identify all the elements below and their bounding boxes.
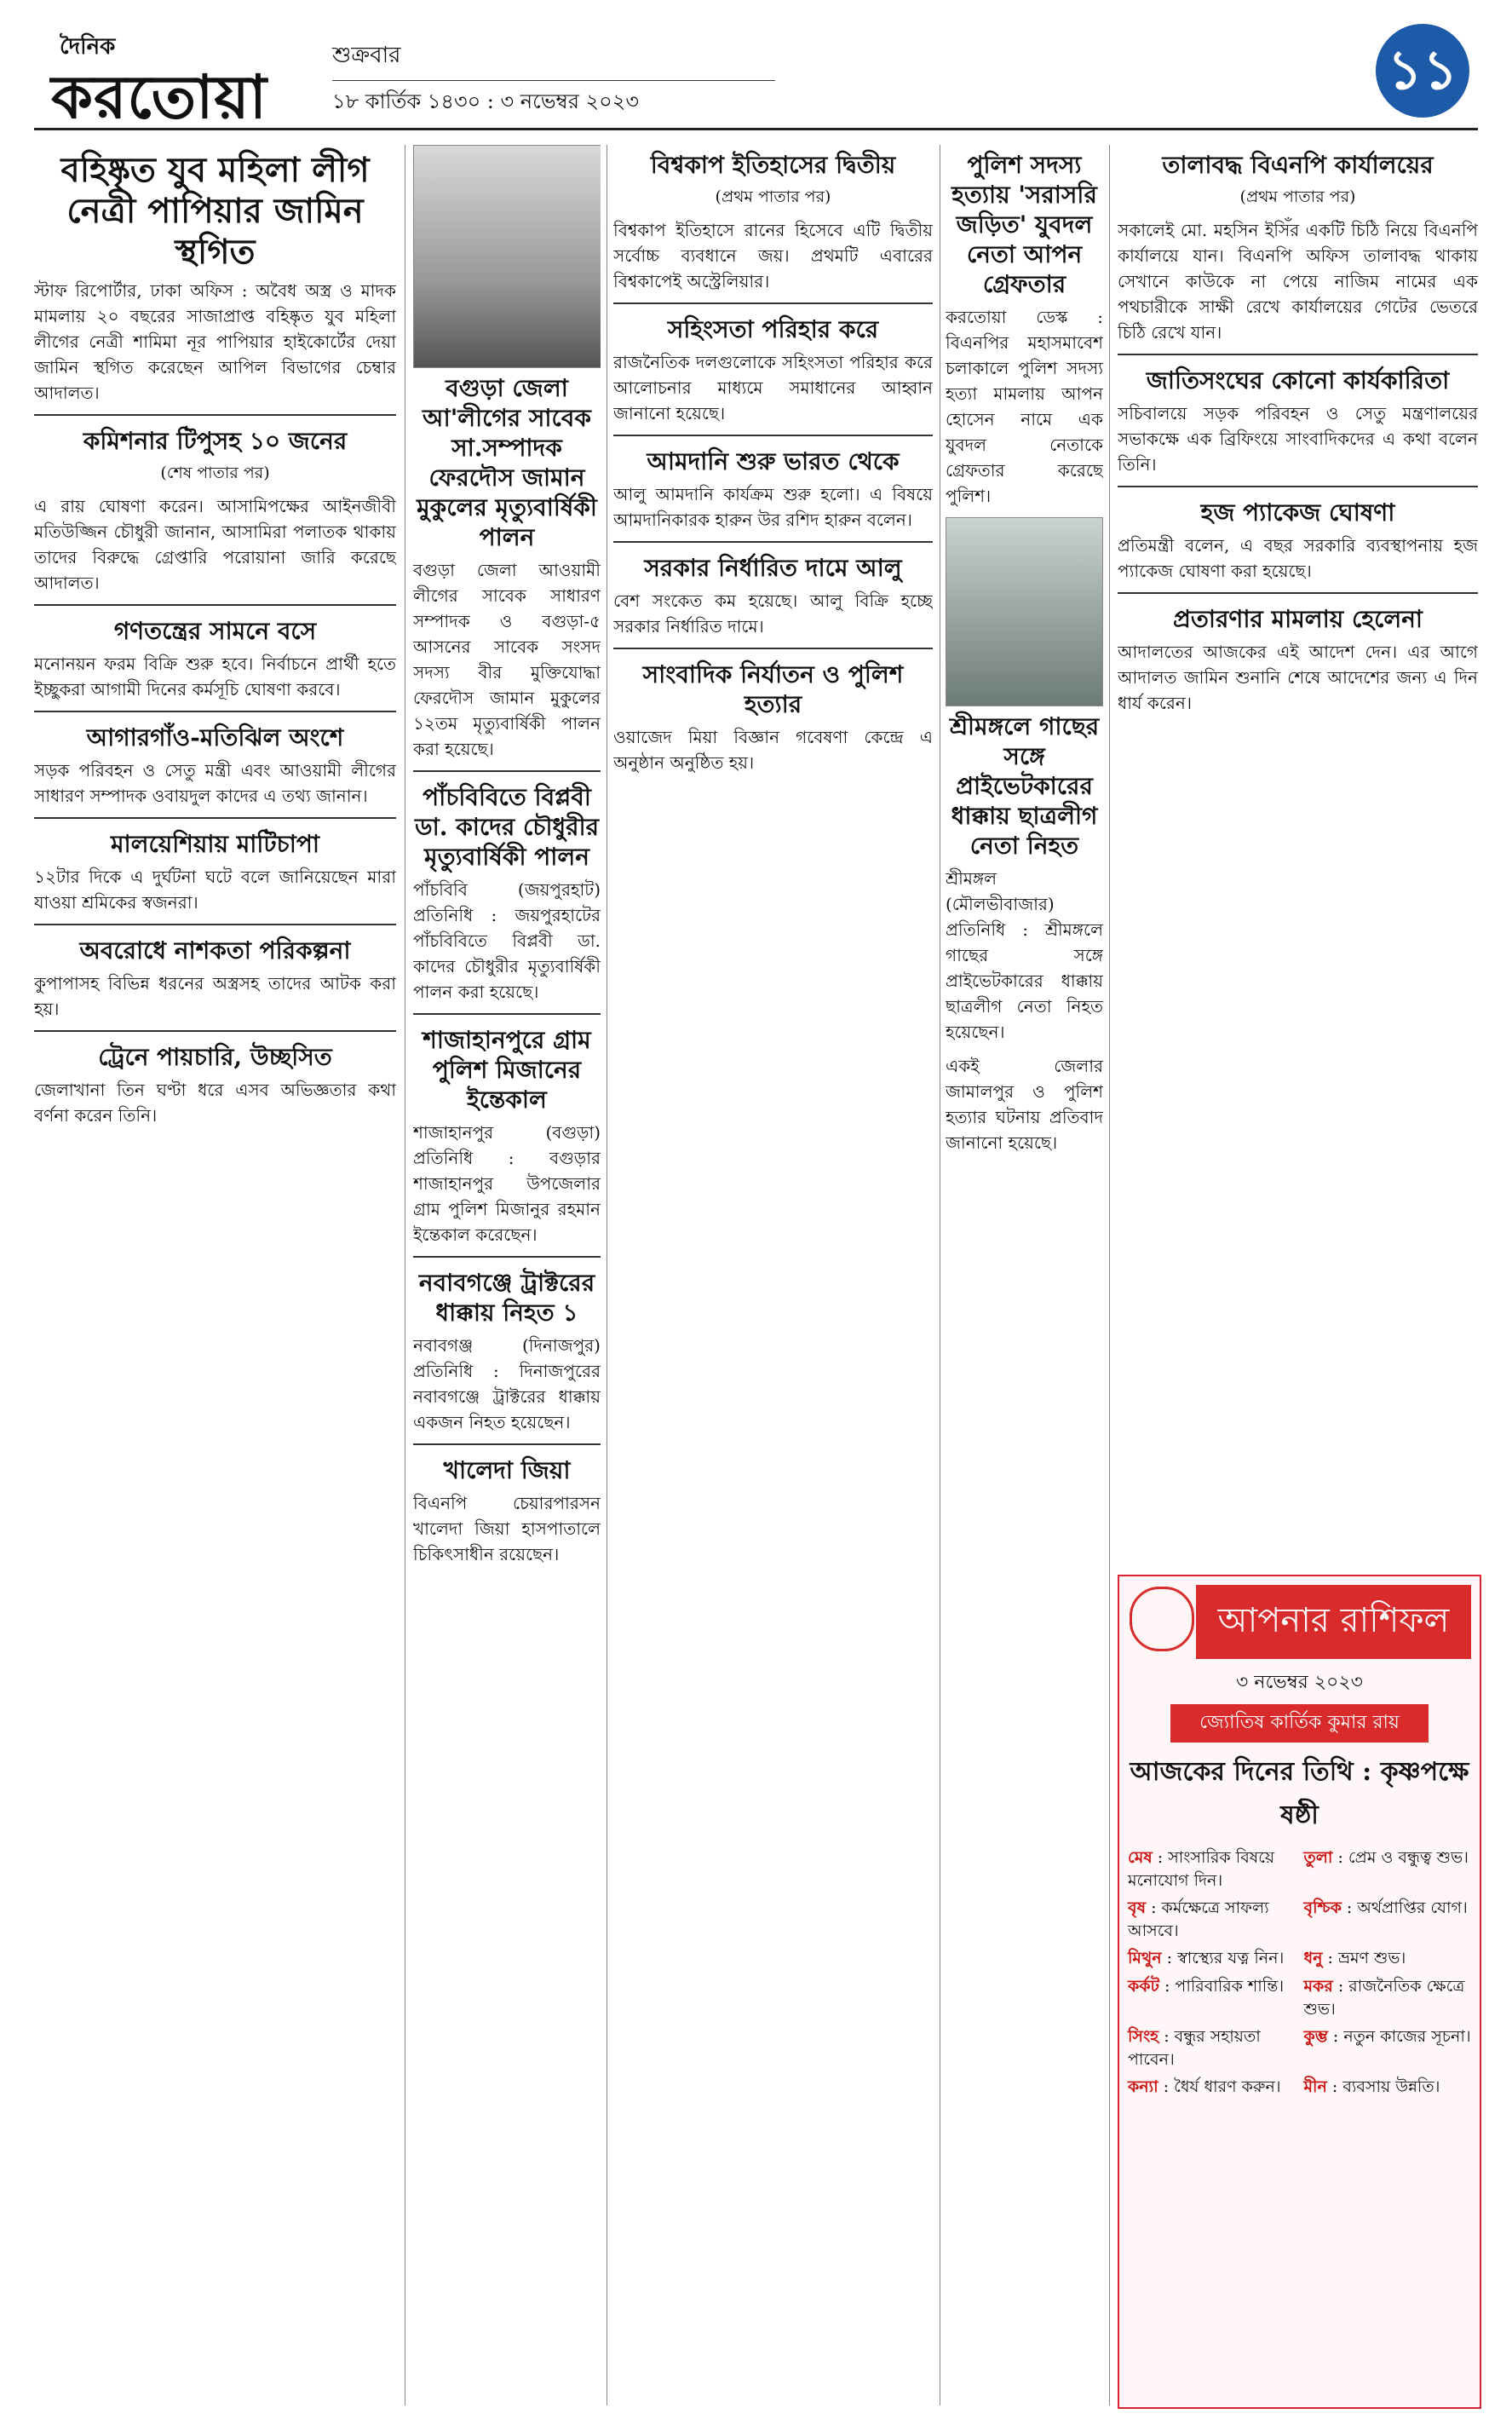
news-photo	[946, 517, 1103, 706]
article	[34, 817, 396, 915]
headline: শাজাহানপুরে গ্রাম পুলিশ মিজানের ইন্তেকাল	[423, 1026, 591, 1114]
zodiac-sign-name: মীন	[1303, 2077, 1327, 2097]
article-body: বিশ্বকাপ ইতিহাসে রানের হিসেবে এটি দ্বিতীয় সর্বোচ্চ ব্যবধানে জয়। প্রথমটি এবারের বিশ্বকাপেই অস্ট্রেলিয়ার।	[613, 220, 933, 291]
article	[413, 770, 601, 1005]
column-rule	[1109, 145, 1110, 2405]
article-body: প্রতিমন্ত্রী বলেন, এ বছর সরকারি ব্যবস্থাপনায় হজ প্যাকেজ ঘোষণা করা হয়েছে।	[1118, 535, 1478, 581]
zodiac-sign-name: মকর	[1303, 1976, 1333, 1996]
column-2	[413, 145, 601, 2405]
zodiac-wheel-icon	[1130, 1587, 1194, 1651]
zodiac-sign-text: সাংসারিক বিষয়ে মনোযোগ দিন।	[1128, 1848, 1275, 1890]
newspaper-logo: করতোয়া	[51, 62, 267, 132]
headline: ট্রেনে পায়চারি, উচ্ছসিত	[98, 1043, 332, 1071]
zodiac-sign: কর্কট : পারিবারিক শান্তি।	[1128, 1976, 1285, 1996]
zodiac-sign-text: পারিবারিক শান্তি।	[1175, 1976, 1285, 1996]
horoscope-date: ৩ নভেম্বর ২০২৩	[1236, 1672, 1363, 1693]
headline: মালয়েশিয়ায় মাটিচাপা	[111, 830, 319, 858]
article-body: এ রায় ঘোষণা করেন। আসামিপক্ষের আইনজীবী মতিউজ্জিন চৌধুরী জানান, আসামিরা পলাতক থাকায় তাদের বিরুদ্ধে গ্রেপ্তারি পরোয়ানা জারি করেছে আদালত।	[34, 496, 396, 593]
zodiac-sign-name: মিথুন	[1128, 1949, 1162, 1968]
zodiac-sign-name: সিংহ	[1128, 2027, 1159, 2047]
zodiac-sign-name: বৃষ	[1128, 1898, 1147, 1918]
zodiac-sign: মিথুন : স্বাস্থ্যের যত্ন নিন।	[1128, 1949, 1285, 1968]
zodiac-sign: বৃষ : কর্মক্ষেত্রে সাফল্য আসবে।	[1128, 1898, 1269, 1940]
zodiac-sign: মীন : ব্যবসায় উন্নতি।	[1303, 2077, 1440, 2097]
date: ১৮ কার্তিক ১৪৩০ : ৩ নভেম্বর ২০২৩	[332, 80, 775, 120]
headline: অবরোধে নাশকতা পরিকল্পনা	[79, 936, 351, 965]
photo-caption-headline: শ্রীমঙ্গলে গাছের সঙ্গে প্রাইভেটকারের ধাক্কায় ছাত্রলীগ নেতা নিহত	[949, 712, 1100, 860]
portrait-photo	[413, 145, 601, 368]
article-body: কুপাপাসহ বিভিন্ন ধরনের অস্ত্রসহ তাদের আটক করা হয়।	[34, 973, 396, 1019]
zodiac-sign: তুলা : প্রেম ও বন্ধুত্ব শুভ।	[1303, 1848, 1469, 1867]
article-body: বগুড়া জেলা আওয়ামী লীগের সাবেক সাধারণ সম্পাদক ও বগুড়া-৫ আসনের সাবেক সংসদ সদস্য বীর মুক্তিযোদ্ধা ফেরদৌস জামান মুকুলের ১২তম মৃত্যুবার্ষিকী পালন করা হয়েছে।	[413, 560, 601, 759]
article	[34, 414, 396, 596]
article-body: সকালেই মো. মহসিন ইসিঁর একটি চিঠি নিয়ে বিএনপি কার্যালয়ে যান। বিএনপি অফিস তালাবদ্ধ থাকায় সেখানে কাউকে না পেয়ে নাজিম নামের এক পথচারীকে সাক্ষী রেখে কার্যালয়ের গেটের ভেতরে চিঠি রেখে যান।	[1118, 220, 1478, 343]
column-5	[1118, 145, 1478, 1562]
continued-note: (প্রথম পাতার পর)	[1239, 187, 1356, 206]
article-body: শ্রীমঙ্গল (মৌলভীবাজার) প্রতিনিধি : শ্রীমঙ্গলে গাছের সঙ্গে প্রাইভেটকারের ধাক্কায় ছাত্রলীগ নেতা নিহত হয়েছেন।	[946, 868, 1103, 1042]
zodiac-sign: মেষ : সাংসারিক বিষয়ে মনোযোগ দিন।	[1128, 1848, 1275, 1890]
article-body: সড়ক পরিবহন ও সেতু মন্ত্রী এবং আওয়ামী লীগের সাধারণ সম্পাদক ওবায়দুল কাদের এ তথ্য জানান।	[34, 760, 396, 806]
article-body: করতোয়া ডেস্ক : বিএনপির মহাসমাবেশ চলাকালে পুলিশ সদস্য হত্যা মামলায় আপন হোসেন নামে এক যুবদল নেতাকে গ্রেফতার করেছে পুলিশ।	[946, 307, 1103, 506]
article-body: সচিবালয়ে সড়ক পরিবহন ও সেতু মন্ত্রণালয়ের সভাকক্ষে এক ব্রিফিংয়ে সাংবাদিকদের এ কথা বলেন তিনি।	[1118, 403, 1478, 475]
zodiac-sign-name: কুম্ভ	[1303, 2027, 1328, 2047]
zodiac-sign: সিংহ : বন্ধুর সহায়তা পাবেন।	[1128, 2027, 1261, 2069]
zodiac-sign-text: নতুন কাজের সূচনা।	[1343, 2027, 1471, 2047]
column-1	[34, 145, 396, 2405]
column-3	[613, 145, 933, 2405]
article-body: আদালতের আজকের এই আদেশ দেন। এর আগে আদালত জামিন শুনানি শেষে আদেশের জন্য এ দিন ধার্য করেন।	[1118, 642, 1478, 713]
article-body: স্টাফ রিপোর্টার, ঢাকা অফিস : অবৈধ অস্ত্র ও মাদক মামলায় ২০ বছরের সাজাপ্রাপ্ত বহিষ্কৃত যুব মহিলা লীগের নেত্রী শামিমা নূর পাপিয়ার হাইকোর্টের দেয়া জামিন স্থগিত করেছেন আপিল বিভাগের চেম্বার আদালত।	[34, 280, 396, 403]
headline: পাঁচবিবিতে বিপ্লবী ডা. কাদের চৌধুরীর মৃত্যুবার্ষিকী পালন	[414, 783, 600, 871]
headline: প্রতারণার মামলায় হেলেনা	[1172, 605, 1423, 633]
zodiac-sign: মকর : রাজনৈতিক ক্ষেত্রে শুভ।	[1303, 1976, 1465, 2019]
headline: জাতিসংঘের কোনো কার্যকারিতা	[1146, 366, 1450, 395]
zodiac-sign-name: কর্কট	[1128, 1976, 1159, 1996]
continued-note: (প্রথম পাতার পর)	[715, 187, 831, 206]
zodiac-sign-text: প্রেম ও বন্ধুত্ব শুভ।	[1348, 1848, 1469, 1867]
article	[1118, 486, 1478, 584]
article	[613, 541, 933, 639]
article-body: আলু আমদানি কার্যক্রম শুরু হলো। এ বিষয়ে আমদানিকারক হারুন উর রশিদ হারুন বলেন।	[613, 484, 933, 530]
headline: খালেদা জিয়া	[443, 1456, 571, 1484]
article	[34, 711, 396, 809]
headline: সরকার নির্ধারিত দামে আলু	[644, 554, 902, 582]
article-body: বিএনপি চেয়ারপারসন খালেদা জিয়া হাসপাতালে চিকিৎসাধীন রয়েছেন।	[413, 1493, 601, 1564]
article-body: বেশ সংকেত কম হয়েছে। আলু বিক্রি হচ্ছে সরকার নির্ধারিত দামে।	[613, 590, 933, 637]
article	[34, 1030, 396, 1128]
masthead	[34, 17, 1478, 130]
article-body: পাঁচবিবি (জয়পুরহাট) প্রতিনিধি : জয়পুরহাটের পাঁচবিবিতে বিপ্লবী ডা. কাদের চৌধুরীর মৃত্যুবার্ষিকী পালন করা হয়েছে।	[413, 879, 601, 1002]
zodiac-sign-text: অর্থপ্রাপ্তির যোগ।	[1357, 1898, 1468, 1918]
article-body: মনোনয়ন ফরম বিক্রি শুরু হবে। নির্বাচনে প্রার্থী হতে ইচ্ছুকরা আগামী দিনের কর্মসূচি ঘোষণা করবে।	[34, 654, 396, 700]
article	[613, 435, 933, 533]
article-body: রাজনৈতিক দলগুলোকে সহিংসতা পরিহার করে আলোচনার মাধ্যমে সমাধানের আহ্বান জানানো হয়েছে।	[613, 352, 933, 423]
continued-note: (শেষ পাতার পর)	[160, 464, 270, 482]
headline: কমিশনার টিপুসহ ১০ জনের	[83, 427, 348, 455]
article	[413, 1256, 601, 1435]
zodiac-sign: কুম্ভ : নতুন কাজের সূচনা।	[1303, 2027, 1471, 2047]
headline: গণতন্ত্রের সামনে বসে	[113, 617, 317, 645]
headline: বহিষ্কৃত যুব মহিলা লীগ নেত্রী পাপিয়ার জামিন স্থগিত	[60, 150, 370, 272]
headline: আমদানি শুরু ভারত থেকে	[647, 447, 900, 475]
zodiac-sign-name: কন্যা	[1128, 2077, 1158, 2097]
article-body: জেলাখানা তিন ঘণ্টা ধরে এসব অভিজ্ঞতার কথা বর্ণনা করেন তিনি।	[34, 1080, 396, 1126]
zodiac-sign-name: তুলা	[1303, 1848, 1333, 1867]
article	[1118, 592, 1478, 716]
headline: হজ প্যাকেজ ঘোষণা	[1200, 498, 1395, 527]
headline: আগারগাঁও-মতিঝিল অংশে	[86, 723, 344, 752]
headline: পুলিশ সদস্য হত্যায় 'সরাসরি জড়িত' যুবদল নেতা আপন গ্রেফতার	[951, 151, 1097, 298]
article	[413, 1013, 601, 1247]
headline: তালাবদ্ধ বিএনপি কার্যালয়ের	[1162, 151, 1434, 179]
headline: সাংবাদিক নির্যাতন ও পুলিশ হত্যার	[642, 660, 904, 718]
zodiac-sign-name: ধনু	[1303, 1949, 1323, 1968]
zodiac-sign-text: স্বাস্থ্যের যত্ন নিন।	[1177, 1949, 1285, 1968]
logo-small: দৈনিক	[60, 34, 116, 60]
zodiac-sign: বৃশ্চিক : অর্থপ্রাপ্তির যোগ।	[1303, 1898, 1468, 1918]
zodiac-sign-text: বন্ধুর সহায়তা পাবেন।	[1128, 2027, 1261, 2069]
article	[413, 1443, 601, 1567]
article-body: একই জেলার জামালপুর ও পুলিশ হত্যার ঘটনায় প্রতিবাদ জানানো হয়েছে।	[946, 1056, 1103, 1153]
column-4	[946, 145, 1103, 2405]
article-body: শাজাহানপুর (বগুড়া) প্রতিনিধি : বগুড়ার শাজাহানপুর উপজেলার গ্রাম পুলিশ মিজানুর রহমান ইন্তেকাল করেছেন।	[413, 1122, 601, 1245]
zodiac-sign-text: ধৈর্য ধারণ করুন।	[1174, 2077, 1281, 2097]
article-body: নবাবগঞ্জ (দিনাজপুর) প্রতিনিধি : দিনাজপুরের নবাবগঞ্জে ট্রাক্টরের ধাক্কায় একজন নিহত হয়েছেন।	[413, 1335, 601, 1432]
headline: সহিংসতা পরিহার করে	[667, 315, 879, 343]
article-body: ওয়াজেদ মিয়া বিজ্ঞান গবেষণা কেন্দ্রে এ অনুষ্ঠান অনুষ্ঠিত হয়।	[613, 727, 933, 773]
photo-caption-headline: বগুড়া জেলা আ'লীগের সাবেক সা.সম্পাদক ফেরদৌস জামান মুকুলের মৃত্যুবার্ষিকী পালন	[417, 374, 597, 551]
zodiac-sign: কন্যা : ধৈর্য ধারণ করুন।	[1128, 2077, 1281, 2097]
article	[34, 924, 396, 1022]
article-body: ১২টার দিকে এ দুর্ঘটনা ঘটে বলে জানিয়েছেন মারা যাওয়া শ্রমিকের স্বজনরা।	[34, 867, 396, 913]
zodiac-sign-text: রাজনৈতিক ক্ষেত্রে শুভ।	[1303, 1976, 1465, 2019]
zodiac-sign-name: মেষ	[1128, 1848, 1153, 1867]
article	[613, 648, 933, 775]
horoscope-box	[1118, 1575, 1481, 2409]
zodiac-sign-text: ভ্রমণ শুভ।	[1337, 1949, 1406, 1968]
horoscope-title: আপনার রাশিফল	[1196, 1585, 1471, 1659]
headline: নবাবগঞ্জে ট্রাক্টরের ধাক্কায় নিহত ১	[418, 1269, 595, 1327]
zodiac-signs	[1119, 1846, 1480, 2099]
zodiac-sign-name: বৃশ্চিক	[1303, 1898, 1342, 1918]
article	[1118, 354, 1478, 477]
day: শুক্রবার	[332, 43, 401, 68]
zodiac-sign-text: ব্যবসায় উন্নতি।	[1342, 2077, 1440, 2097]
page-number: ১১	[1376, 24, 1469, 118]
article	[613, 302, 933, 426]
horoscope-author: জ্যোতিষ কার্তিক কুমার রায়	[1170, 1704, 1429, 1743]
tithi: আজকের দিনের তিথি : কৃষ্ণপক্ষে ষষ্ঠী	[1130, 1757, 1469, 1830]
article	[34, 604, 396, 702]
zodiac-sign: ধনু : ভ্রমণ শুভ।	[1303, 1949, 1406, 1968]
headline: বিশ্বকাপ ইতিহাসের দ্বিতীয়	[650, 151, 896, 179]
zodiac-sign-text: কর্মক্ষেত্রে সাফল্য আসবে।	[1128, 1898, 1269, 1940]
